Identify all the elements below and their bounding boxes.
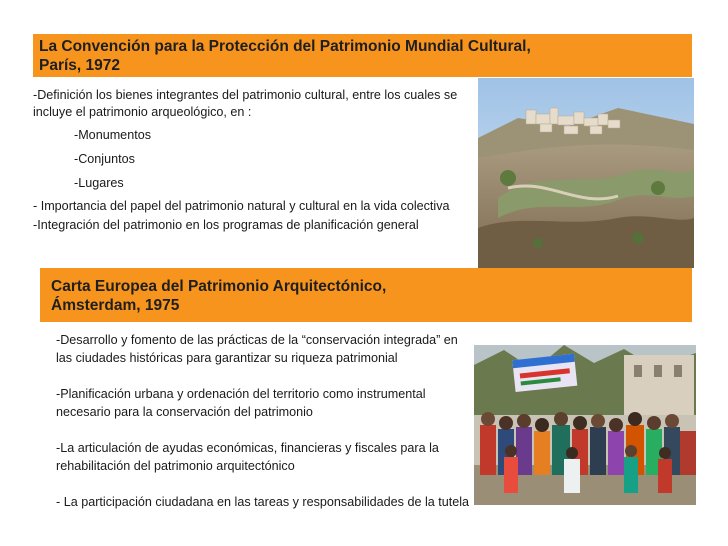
citizen-group-photo [474,345,696,505]
section1-point-importancia: - Importancia del papel del patrimonio natural y cultural en la vida colectiva [33,199,450,213]
section1-title [33,34,692,77]
section2-point-ayudas: -La articulación de ayudas económicas, financieras y fiscales para la rehabilitación del patrimonio arquitectónico [56,441,439,473]
section2-point-conservacion: -Desarrollo y fomento de las prácticas de la “conservación integrada” en las ciudades históricas para garantizar su riqueza patrimonial [56,333,458,365]
section1-intro: -Definición los bienes integrantes del patrimonio cultural, entre los cuales se incluye el patrimonio arqueológico, en : [33,88,458,119]
section2-body [56,331,476,529]
section1-body [33,87,473,234]
section1-title-line2: París, 1972 [39,57,121,74]
section2-point-planificacion: -Planificación urbana y ordenación del territorio como instrumental necesario para la conservación del patrimonio [56,387,426,419]
section2-title-line2: Ámsterdam, 1975 [51,297,180,314]
list-item-monumentos: -Monumentos [74,128,151,142]
section1-title-line1: La Convención para la Protección del Patrimonio Mundial Cultural, [39,38,531,55]
hillside-village-photo [478,78,694,268]
list-item-conjuntos: -Conjuntos [74,152,135,166]
section2-point-participacion: - La participación ciudadana en las tareas y responsabilidades de la tutela [56,495,470,509]
section2-title-line1: Carta Europea del Patrimonio Arquitectónico, [51,278,387,295]
section1-point-integracion: -Integración del patrimonio en los programas de planificación general [33,218,419,232]
section2-title [40,268,692,322]
list-item-lugares: -Lugares [74,176,124,190]
